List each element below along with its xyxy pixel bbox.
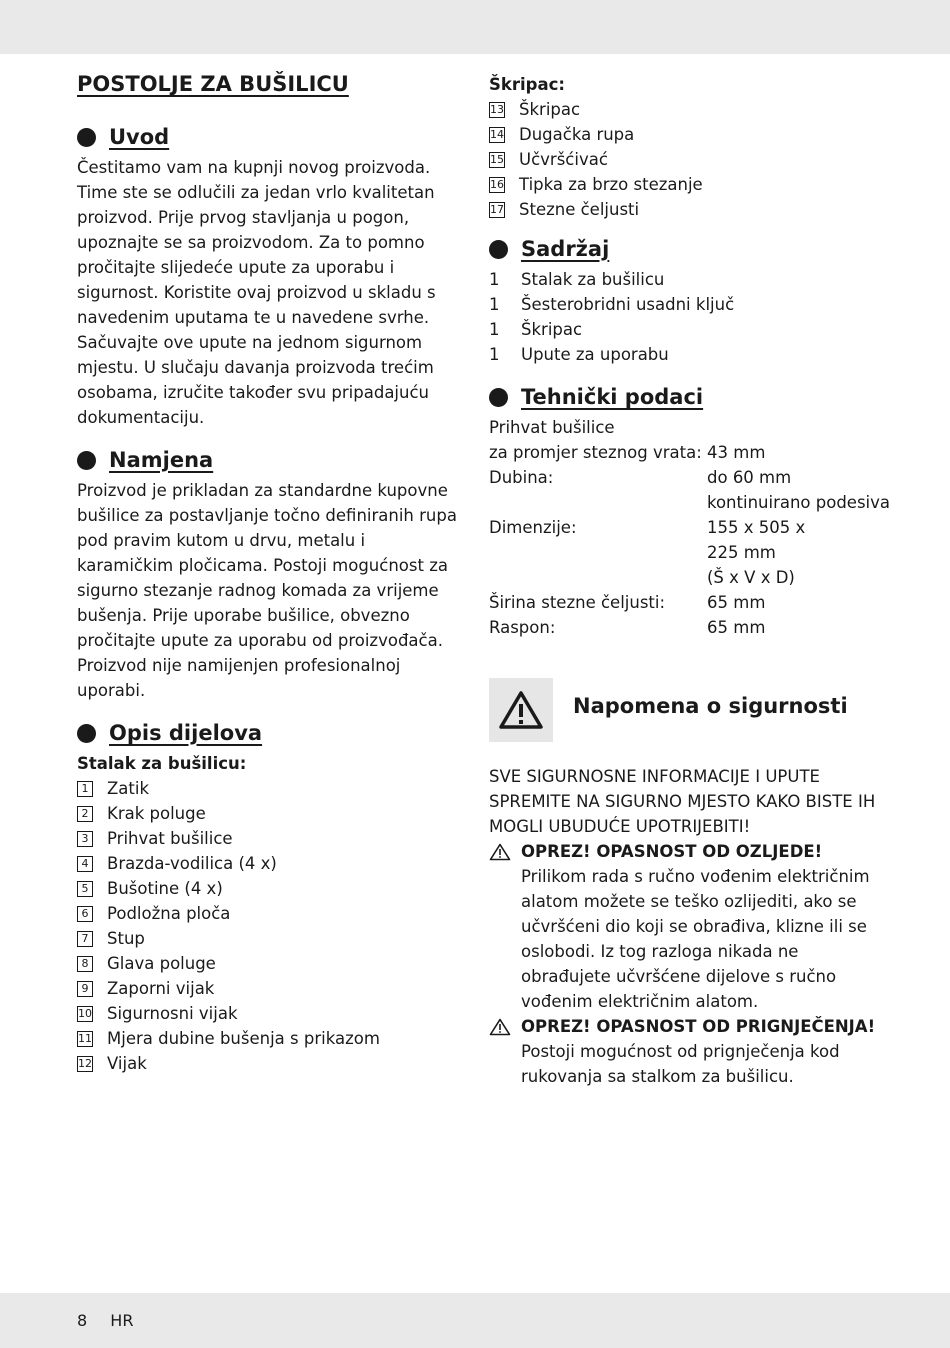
language-code: HR bbox=[110, 1311, 134, 1330]
part-number: 14 bbox=[490, 128, 504, 141]
safety-caps-text: SVE SIGURNOSNE INFORMACIJE I UPUTE SPREMITE NA SIGURNO MJESTO KAKO BISTE IH MOGLI UBUDUĆE UPOTRIJEBITI! bbox=[489, 767, 876, 836]
part-label: Prihvat bušilice bbox=[107, 829, 233, 848]
list-item bbox=[77, 776, 462, 801]
warning-triangle-icon bbox=[489, 678, 553, 742]
list-item bbox=[77, 901, 462, 926]
list-item bbox=[489, 172, 889, 197]
part-label: Mjera dubine bušenja s prikazom bbox=[107, 1029, 380, 1048]
warning-crushing bbox=[489, 1014, 889, 1089]
table-row: Prihvat bušilice bbox=[489, 418, 615, 437]
vise-subheading: Škripac: bbox=[489, 75, 565, 94]
table-row: za promjer steznog vrata: 43 mm bbox=[489, 443, 766, 462]
contents-list bbox=[489, 267, 889, 367]
list-item bbox=[489, 147, 889, 172]
part-label: Zaporni vijak bbox=[107, 979, 215, 998]
warning-crushing-title: OPREZ! OPASNOST OD PRIGNJEČENJA! bbox=[521, 1017, 876, 1036]
part-label: Sigurnosni vijak bbox=[107, 1004, 238, 1023]
list-item: 1 Upute za uporabu bbox=[489, 345, 669, 364]
part-number: 2 bbox=[77, 806, 93, 822]
part-number: 3 bbox=[77, 831, 93, 847]
part-number: 4 bbox=[77, 856, 93, 872]
list-item bbox=[77, 1026, 462, 1051]
safety-heading-box bbox=[489, 678, 889, 742]
list-item: 1 Stalak za bušilicu bbox=[489, 270, 665, 289]
bullet-icon bbox=[77, 451, 96, 470]
part-number: 17 bbox=[490, 203, 504, 216]
page-title: POSTOLJE ZA BUŠILICU bbox=[77, 72, 349, 96]
part-number: 13 bbox=[490, 103, 504, 116]
right-column bbox=[489, 70, 889, 1089]
part-label: Podložna ploča bbox=[107, 904, 231, 923]
list-item bbox=[77, 801, 462, 826]
part-number: 7 bbox=[77, 931, 93, 947]
list-item bbox=[489, 97, 889, 122]
purpose-heading: Namjena bbox=[77, 445, 462, 475]
table-row: kontinuirano podesiva bbox=[707, 493, 891, 512]
part-number: 15 bbox=[490, 153, 504, 166]
list-item bbox=[77, 1001, 462, 1026]
footer bbox=[77, 1311, 151, 1330]
part-number: 11 bbox=[78, 1032, 92, 1045]
warning-icon bbox=[489, 1014, 521, 1089]
list-item: 1 Škripac bbox=[489, 320, 583, 339]
bullet-icon bbox=[489, 240, 508, 259]
warning-crushing-text: Postoji mogućnost od prignječenja kod rukovanja sa stalkom za bušilicu. bbox=[521, 1042, 840, 1086]
list-item bbox=[77, 1051, 462, 1076]
list-item bbox=[77, 876, 462, 901]
part-label: Brazda-vodilica (4 x) bbox=[107, 854, 277, 873]
part-label: Glava poluge bbox=[107, 954, 216, 973]
part-number: 9 bbox=[77, 981, 93, 997]
list-item bbox=[489, 122, 889, 147]
table-row: Raspon: 65 mm bbox=[489, 618, 766, 637]
page-number: 8 bbox=[77, 1311, 88, 1330]
list-item bbox=[77, 926, 462, 951]
list-item bbox=[77, 951, 462, 976]
list-item bbox=[77, 976, 462, 1001]
part-label: Tipka za brzo stezanje bbox=[519, 175, 703, 194]
list-item: 1 Šesterobridni usadni ključ bbox=[489, 295, 735, 314]
stand-parts-list bbox=[77, 776, 462, 1076]
list-item bbox=[77, 826, 462, 851]
vise-parts-list bbox=[489, 97, 889, 222]
part-label: Krak poluge bbox=[107, 804, 206, 823]
intro-text: Čestitamo vam na kupnji novog proizvoda. Time ste se odlučili za jedan vrlo kvalitetan proizvod. Prije prvog stavljanja u pogon, upoznajte se sa proizvodom. Za to pomno pročitajte slijedeće upute za uporabu i sigurnost. Koristite ovaj proizvod u skladu s navedenim uputama te u navedene svrhe. Sačuvajte ove upute na jednom sigurnom mjestu. U slučaju davanja proizvoda trećim osobama, izručite također svu pripadajuću dokumentaciju. bbox=[77, 158, 436, 427]
part-label: Stup bbox=[107, 929, 145, 948]
warning-icon bbox=[489, 839, 521, 1014]
part-number: 1 bbox=[77, 781, 93, 797]
part-label: Stezne čeljusti bbox=[519, 200, 640, 219]
header-band bbox=[0, 0, 950, 54]
parts-heading: Opis dijelova bbox=[77, 718, 462, 748]
purpose-text: Proizvod je prikladan za standardne kupovne bušilice za postavljanje točno definiranih rupa pod pravim kutom u drvu, metalu i karamičkim pločicama. Postoji mogućnost za sigurno stezanje radnog komada za vrijeme bušenja. Prije uporabe bušilice, obvezno pročitajte upute za uporabu od proizvođača. Proizvod nije namijenjen profesionalnoj uporabi. bbox=[77, 481, 457, 700]
part-number: 5 bbox=[77, 881, 93, 897]
bullet-icon bbox=[489, 388, 508, 407]
part-label: Vijak bbox=[107, 1054, 147, 1073]
bullet-icon bbox=[77, 724, 96, 743]
table-row: Dimenzije: 155 x 505 x bbox=[489, 518, 806, 537]
part-label: Dugačka rupa bbox=[519, 125, 635, 144]
table-row: Širina stezne čeljusti: 65 mm bbox=[489, 593, 766, 612]
intro-heading: Uvod bbox=[77, 122, 462, 152]
table-row: Dubina: do 60 mm bbox=[489, 468, 792, 487]
table-row: 225 mm bbox=[707, 543, 776, 562]
table-row: (Š x V x D) bbox=[707, 568, 795, 587]
part-number: 12 bbox=[78, 1057, 92, 1070]
part-label: Zatik bbox=[107, 779, 150, 798]
safety-heading: Napomena o sigurnosti bbox=[573, 694, 848, 718]
part-label: Bušotine (4 x) bbox=[107, 879, 223, 898]
part-label: Učvršćivać bbox=[519, 150, 608, 169]
stand-subheading: Stalak za bušilicu: bbox=[77, 754, 247, 773]
warning-injury-text: Prilikom rada s ručno vođenim električnim alatom možete se teško ozlijediti, ako se učvršćeni dio koji se obrađiva, klizne ili se oslobodi. Iz tog razloga nikada ne obrađujete učvršćene dijelove s ručno vođenim električnim alatom. bbox=[521, 867, 870, 1011]
tech-table bbox=[489, 415, 889, 640]
left-column bbox=[77, 70, 462, 1076]
warning-injury bbox=[489, 839, 889, 1014]
tech-heading: Tehnički podaci bbox=[489, 382, 889, 412]
part-number: 16 bbox=[490, 178, 504, 191]
list-item bbox=[489, 197, 889, 222]
part-number: 8 bbox=[77, 956, 93, 972]
part-label: Škripac bbox=[519, 100, 581, 119]
part-number: 10 bbox=[78, 1007, 92, 1020]
bullet-icon bbox=[77, 128, 96, 147]
list-item bbox=[77, 851, 462, 876]
warning-injury-title: OPREZ! OPASNOST OD OZLJEDE! bbox=[521, 842, 823, 861]
part-number: 6 bbox=[77, 906, 93, 922]
contents-heading: Sadržaj bbox=[489, 234, 889, 264]
